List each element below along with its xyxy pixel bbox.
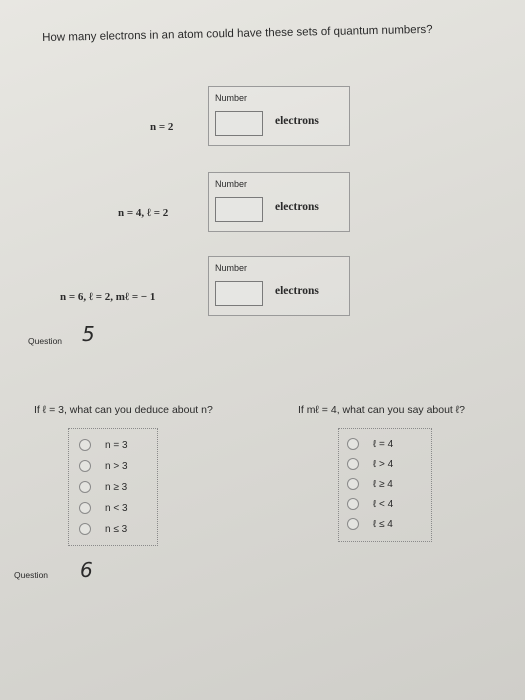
number-caption: Number xyxy=(215,179,248,189)
radio-button[interactable] xyxy=(347,498,359,510)
option-text: ℓ > 4 xyxy=(373,458,394,470)
answer-box-3 xyxy=(208,256,350,316)
option-text: n = 3 xyxy=(105,439,128,451)
radio-button[interactable] xyxy=(347,458,359,470)
option-text: ℓ = 4 xyxy=(373,438,394,450)
right-option-1[interactable] xyxy=(347,434,393,454)
question-text: How many electrons in an atom could have these sets of quantum numbers? xyxy=(42,23,433,44)
answer-box-2 xyxy=(208,172,350,232)
quantum-set-3-label: n = 6, ℓ = 2, mℓ = − 1 xyxy=(60,291,156,303)
left-mc-options xyxy=(68,428,158,546)
radio-button[interactable] xyxy=(79,502,91,514)
option-text: n < 3 xyxy=(105,502,128,514)
electron-count-input-2[interactable] xyxy=(215,197,263,222)
right-mc-prompt: If mℓ = 4, what can you say about ℓ? xyxy=(298,404,466,416)
number-caption: Number xyxy=(215,263,248,273)
electron-count-input-3[interactable] xyxy=(215,281,263,306)
left-option-4[interactable] xyxy=(79,498,128,518)
option-text: n ≥ 3 xyxy=(105,481,128,493)
left-mc-prompt: If ℓ = 3, what can you deduce about n? xyxy=(34,404,213,416)
radio-button[interactable] xyxy=(347,518,359,530)
question-6-label: Question xyxy=(14,570,49,580)
right-mc-options xyxy=(338,428,432,542)
number-caption: Number xyxy=(215,93,248,103)
option-text: n > 3 xyxy=(105,460,128,472)
unit-label: electrons xyxy=(275,201,319,213)
left-option-1[interactable] xyxy=(79,435,128,455)
unit-label: electrons xyxy=(275,115,319,127)
radio-button[interactable] xyxy=(347,438,359,450)
right-option-3[interactable] xyxy=(347,474,393,494)
unit-label: electrons xyxy=(275,285,319,297)
radio-button[interactable] xyxy=(79,523,91,535)
option-text: ℓ ≤ 4 xyxy=(373,518,393,530)
quantum-set-2-label: n = 4, ℓ = 2 xyxy=(118,207,169,219)
answer-box-1 xyxy=(208,86,350,146)
radio-button[interactable] xyxy=(79,460,91,472)
option-text: n ≤ 3 xyxy=(105,523,128,535)
radio-button[interactable] xyxy=(347,478,359,490)
radio-button[interactable] xyxy=(79,439,91,451)
left-option-3[interactable] xyxy=(79,477,127,497)
question-6-number: 6 xyxy=(80,558,93,582)
left-option-5[interactable] xyxy=(79,519,127,539)
electron-count-input-1[interactable] xyxy=(215,111,263,136)
right-option-5[interactable] xyxy=(347,514,393,534)
right-option-4[interactable] xyxy=(347,494,393,514)
option-text: ℓ < 4 xyxy=(373,498,394,510)
left-option-2[interactable] xyxy=(79,456,128,476)
right-option-2[interactable] xyxy=(347,454,393,474)
question-5-number: 5 xyxy=(82,322,95,346)
option-text: ℓ ≥ 4 xyxy=(373,478,393,490)
quantum-set-1-label: n = 2 xyxy=(150,121,174,133)
question-5-label: Question xyxy=(28,336,63,346)
radio-button[interactable] xyxy=(79,481,91,493)
